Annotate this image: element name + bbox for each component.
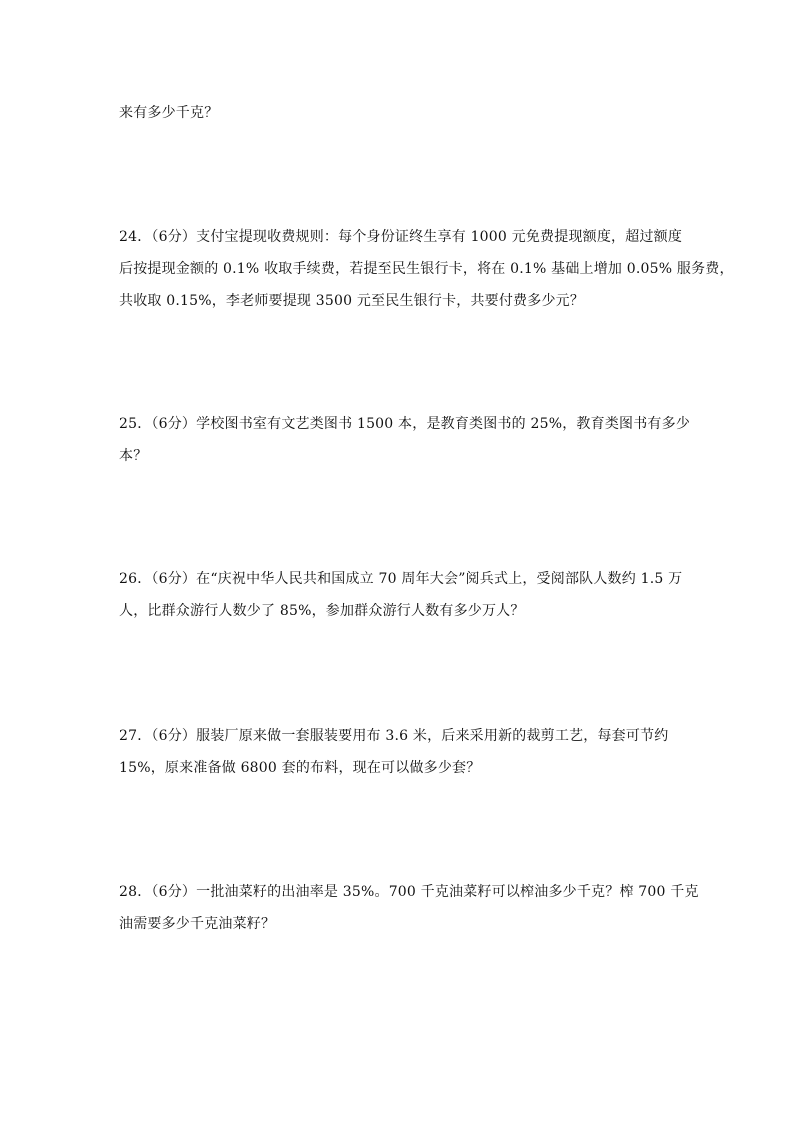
question-text-line: 来有多少千克？ bbox=[119, 105, 219, 121]
question-text-line: 油需要多少千克油菜籽？ bbox=[119, 916, 276, 932]
question-26 bbox=[119, 563, 683, 627]
question-continuation bbox=[119, 97, 679, 129]
question-text-line: 共收取 0.15%，李老师要提现 3500 元至民生银行卡，共要付费多少元？ bbox=[119, 293, 585, 309]
question-text-line: 26．（6分）在“庆祝中华人民共和国成立 70 周年大会”阅兵式上，受阅部队人数约 1.5 万 bbox=[119, 571, 683, 587]
question-24 bbox=[119, 221, 734, 317]
question-25 bbox=[119, 408, 691, 472]
question-text-line: 28．（6分）一批油菜籽的出油率是 35%。700 千克油菜籽可以榨油多少千克？榨 700 千克 bbox=[119, 884, 699, 900]
question-text-line: 25．（6分）学校图书室有文艺类图书 1500 本，是教育类图书的 25%，教育类图书有多少 bbox=[119, 416, 691, 432]
question-text-line: 27．（6分）服装厂原来做一套服装要用布 3.6 米，后来采用新的裁剪工艺，每套可节约 bbox=[119, 728, 669, 744]
question-text-line: 人，比群众游行人数少了 85%，参加群众游行人数有多少万人？ bbox=[119, 603, 525, 619]
question-text-line: 15%，原来准备做 6800 套的布料，现在可以做多少套？ bbox=[119, 760, 481, 776]
question-text-line: 后按提现金额的 0.1% 收取手续费，若提至民生银行卡，将在 0.1% 基础上增加 0.05% 服务费， bbox=[119, 261, 734, 277]
question-text-line: 24．（6分）支付宝提现收费规则：每个身份证终生享有 1000 元免费提现额度，超过额度 bbox=[119, 229, 683, 245]
question-28 bbox=[119, 876, 699, 940]
question-27 bbox=[119, 720, 679, 784]
question-text-line: 本？ bbox=[119, 448, 148, 464]
